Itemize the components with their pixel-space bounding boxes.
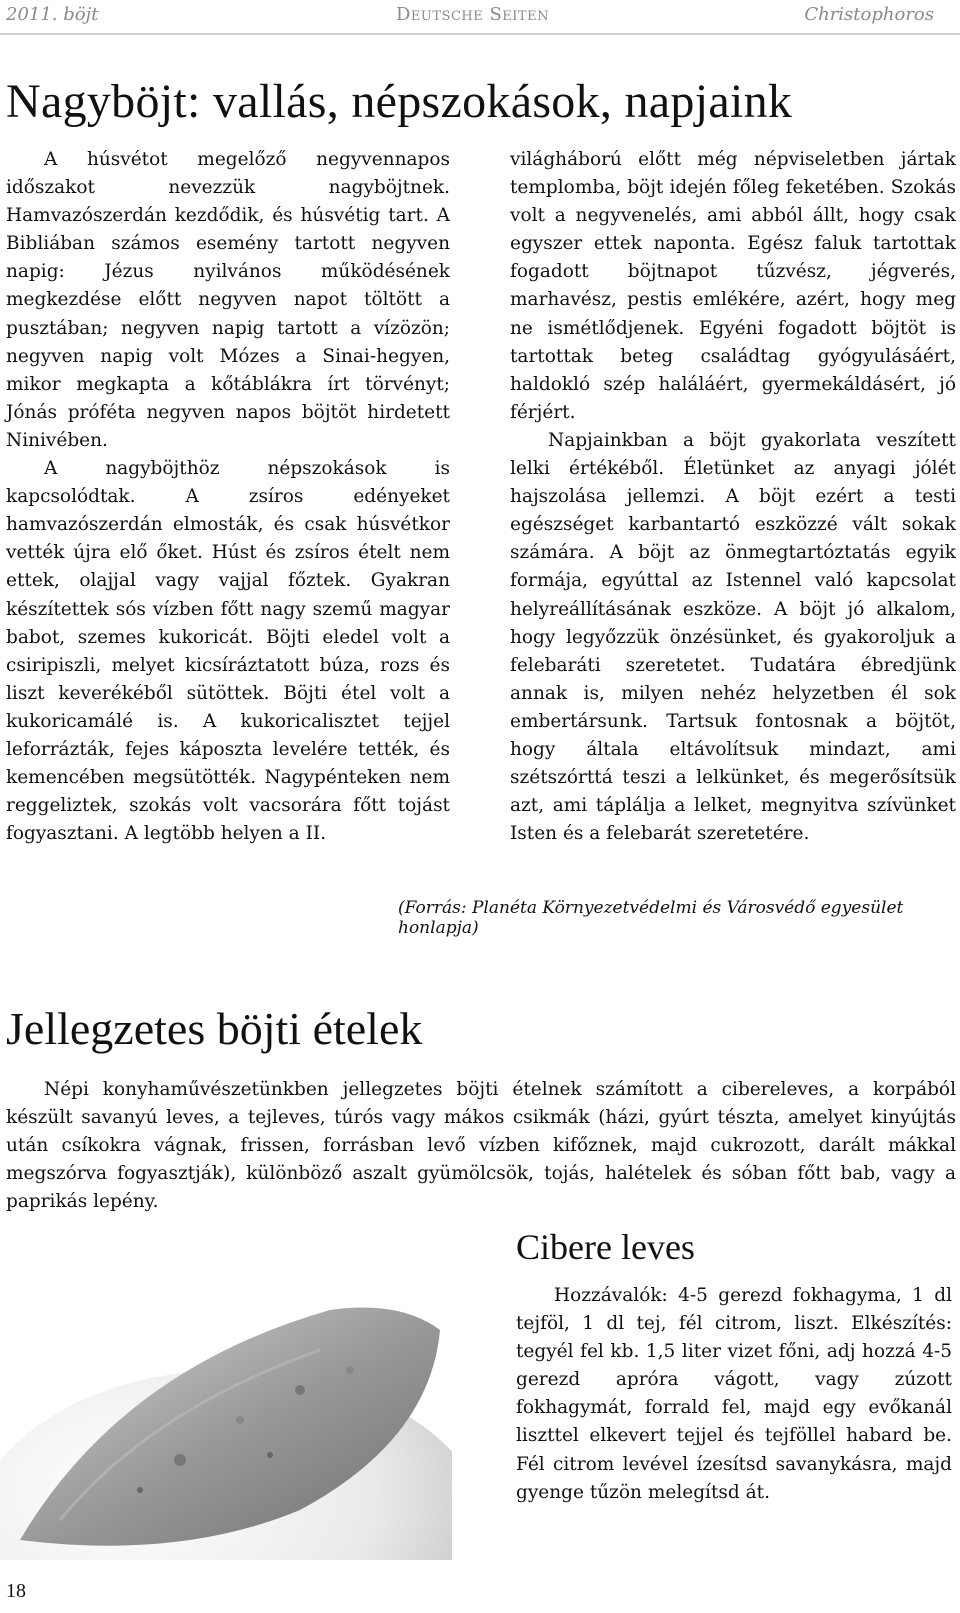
article-paragraph: világháború előtt még népviseletben jártak templomba, böjt idején főleg feketében. Szokás volt a negyvenelés, ami abból állt, hogy csak egyszer ettek naponta. Egész faluk tartottak fogadott böjtnapot tűzvész, jégverés, marhavész, pestis emlékére, azért, hogy meg ne ismétlődjenek. Egyéni fogadott böjtöt is tartottak beteg családtag gyógyulásáért, haldokló szép haláláért, gyermekáldásért, jó férjért. — [510, 149, 956, 423]
article-left-column — [6, 146, 450, 848]
page-number: 18 — [6, 1580, 26, 1602]
section-paragraph: Népi konyhaművészetünkben jellegzetes böjti ételnek számított a cibereleves, a korpából készült savanyú leves, a tejleves, túrós vagy mákos csikmák (házi, gyúrt tészta, amelyet kinyújtás után csíkokra vágnak, frissen, forrásban levő vízben kifőznek, majd cukrozott, darált mákkal megszórva fogyasztják), különböző aszalt gyümölcsök, tojás, halételek és sóban főtt bab, vagy a paprikás lepény. — [6, 1079, 956, 1213]
recipe-title: Cibere leves — [516, 1227, 695, 1267]
article-paragraph: A nagyböjthöz népszokások is kapcsolódtak. A zsíros edényeket hamvazószerdán elmosták, és csak húsvétkor vették újra elő őket. Húst és zsíros ételt nem ettek, olajjal vagy vajjal főztek. Gyakran készítettek sós vízben főtt nagy szemű magyar babot, szemes kukoricát. Böjti eledel volt a csiripiszli, melyet kicsíráztatott búza, rozs és liszt keverékéből sütöttek. Böjti étel volt a kukoricamálé is. A kukoricalisztet tejjel leforrázták, fejes káposzta levelére tették, és kemencében megsütötték. Nagypénteken nem reggeliztek, szokás volt vacsorára főtt tojást fogyasztani. A legtöbb helyen a II. — [6, 458, 450, 845]
page-header — [0, 0, 960, 30]
recipe-text: Hozzávalók: 4-5 gerezd fokhagyma, 1 dl tejföl, 1 dl tej, fél citrom, liszt. Elkészítés: tegyél fel kb. 1,5 liter vizet főni, adj hozzá 4-5 gerezd apróra vágott, vagy zúzott fokhagymát, forrald fel, majd egy evőkanál liszttel elkevert tejjel és tejföllel habard be. Fél citrom levével ízesítsd savanykásra, majd gyenge tűzön melegítsd át. — [516, 1285, 952, 1503]
soup-bowl-photo — [0, 1240, 452, 1560]
article-paragraph: Napjainkban a böjt gyakorlata veszített lelki értékéből. Életünket az anyagi jólét hajszolása jellemzi. A böjt ezért a testi egészséget karbantartó eszközzé vált sokak számára. A böjt az önmegtartóztatás egyik formája, egyúttal az Istennel való kapcsolat helyreállításának eszköze. A böjt jó alkalom, hogy legyőzzük önzésünket, és gyakoroljuk a felebaráti szeretetet. Tudatára ébredjünk annak is, milyen nehéz helyzetben él sok embertársunk. Tartsuk fontosnak a böjtöt, hogy általa eltávolítsuk mindazt, ami szétszórttá teszi a lelkünket, és megerősítsük azt, ami táplálja a lelket, megnyitva szívünket Isten és a felebarát szeretetére. — [510, 429, 956, 845]
article-paragraph: A húsvétot megelőző negyvennapos időszakot nevezzük nagyböjtnek. Hamvazószerdán kezdődik, és húsvétig tart. A Bibliában számos esemény tartott negyven napig: Jézus nyilvános működésének megkezdése előtt negyven napot töltött a pusztában; negyven napig tartott a vízözön; negyven napig volt Mózes a Sinai-hegyen, mikor megkapta a kőtáblákra írt törvényt; Jónás próféta negyven napos böjtöt hirdetett Ninivében. — [6, 149, 450, 451]
header-issue: 2011. böjt — [6, 4, 99, 25]
section-title: Jellegzetes böjti ételek — [6, 1003, 423, 1054]
header-publication: Deutsche Seiten — [396, 4, 549, 25]
article-title: Nagyböjt: vallás, népszokások, napjaink — [6, 75, 793, 128]
article-right-column — [510, 146, 956, 848]
header-section: Christophoros — [804, 4, 934, 25]
article-source: (Forrás: Planéta Környezetvédelmi és Városvédő egyesület honlapja) — [398, 898, 904, 938]
header-rule — [0, 33, 960, 35]
